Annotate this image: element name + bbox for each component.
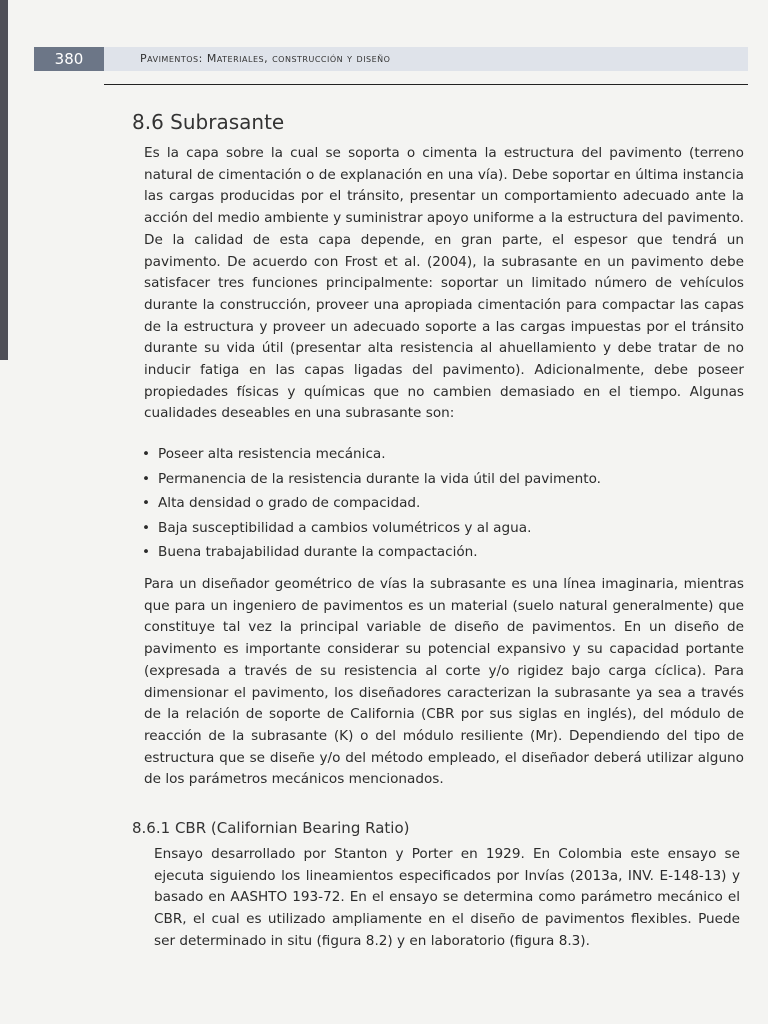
section-heading [132, 110, 284, 134]
section-title: Subrasante [170, 110, 285, 134]
paragraph-intro: Es la capa sobre la cual se soporta o cimenta la estructura del pavimento (terreno natural de cimentación o de explanación en una vía). Debe soportar en última instancia las cargas producidas por el tránsito, presentar un comportamiento adecuado ante la acción del medio ambiente y suministrar apoyo uniforme a la estructura del pavimento. De la calidad de esta capa depende, en gran parte, el espesor que tendrá un pavimento. De acuerdo con Frost et al. (2004), la subrasante en un pavimento debe satisfacer tres funciones principalmente: soportar un limitado número de vehículos durante la construcción, proveer una apropiada cimentación para compactar las capas de la estructura y proveer un adecuado soporte a las cargas impuestas por el tránsito durante su vida útil (presentar alta resistencia al ahuellamiento y debe tratar de no inducir fatiga en las capas ligadas del pavimento). Adicionalmente, debe poseer propiedades físicas y químicas que no cambien demasiado en el tiempo. Algunas cualidades deseables en una subrasante son: [144, 145, 744, 422]
list-item: • Buena trabajabilidad durante la compactación. [142, 540, 742, 565]
qualities-list [142, 442, 742, 565]
paragraph-cbr: Ensayo desarrollado por Stanton y Porter en 1929. En Colombia este ensayo se ejecuta siguiendo los lineamientos especificados por Invías (2013a, INV. E-148-13) y basado en AASHTO 193-72. En el ensayo se determina como parámetro mecánico el CBR, el cual es utilizado ampliamente en el diseño de pavimentos flexibles. Puede ser determinado in situ (figura 8.2) y en laboratorio (figura 8.3). [154, 846, 740, 949]
paragraph-design: Para un diseñador geométrico de vías la subrasante es una línea imaginaria, mientras que para un ingeniero de pavimentos es un material (suelo natural generalmente) que constituye tal vez la principal variable de diseño de pavimentos. En un diseño de pavimento es importante considerar su potencial expansivo y su capacidad portante (expresada a través de su resistencia al corte y/o rigidez bajo carga cíclica). Para dimensionar el pavimento, los diseñadores caracterizan la subrasante ya sea a través de la relación de soporte de California (CBR por sus siglas en inglés), del módulo de reacción de la subrasante (K) o del módulo resiliente (Mr). Dependiendo del tipo de estructura que se diseñe y/o del método empleado, el diseñador deberá utilizar alguno de los parámetros mecánicos mencionados. [144, 576, 744, 788]
list-item: • Permanencia de la resistencia durante la vida útil del pavimento. [142, 467, 742, 492]
subsection-heading [132, 819, 409, 837]
section-number: 8.6 [132, 110, 164, 134]
list-item: • Alta densidad o grado de compacidad. [142, 491, 742, 516]
list-item: • Poseer alta resistencia mecánica. [142, 442, 742, 467]
subsection-number: 8.6.1 [132, 819, 171, 837]
running-header-title: Pavimentos: Materiales, construcción y diseño [140, 52, 391, 65]
book-spine-bar [0, 0, 8, 360]
list-item: • Baja susceptibilidad a cambios volumétricos y al agua. [142, 516, 742, 541]
subsection-title: CBR (Californian Bearing Ratio) [174, 819, 410, 837]
page-number: 380 [34, 47, 104, 71]
header-rule [104, 84, 748, 85]
